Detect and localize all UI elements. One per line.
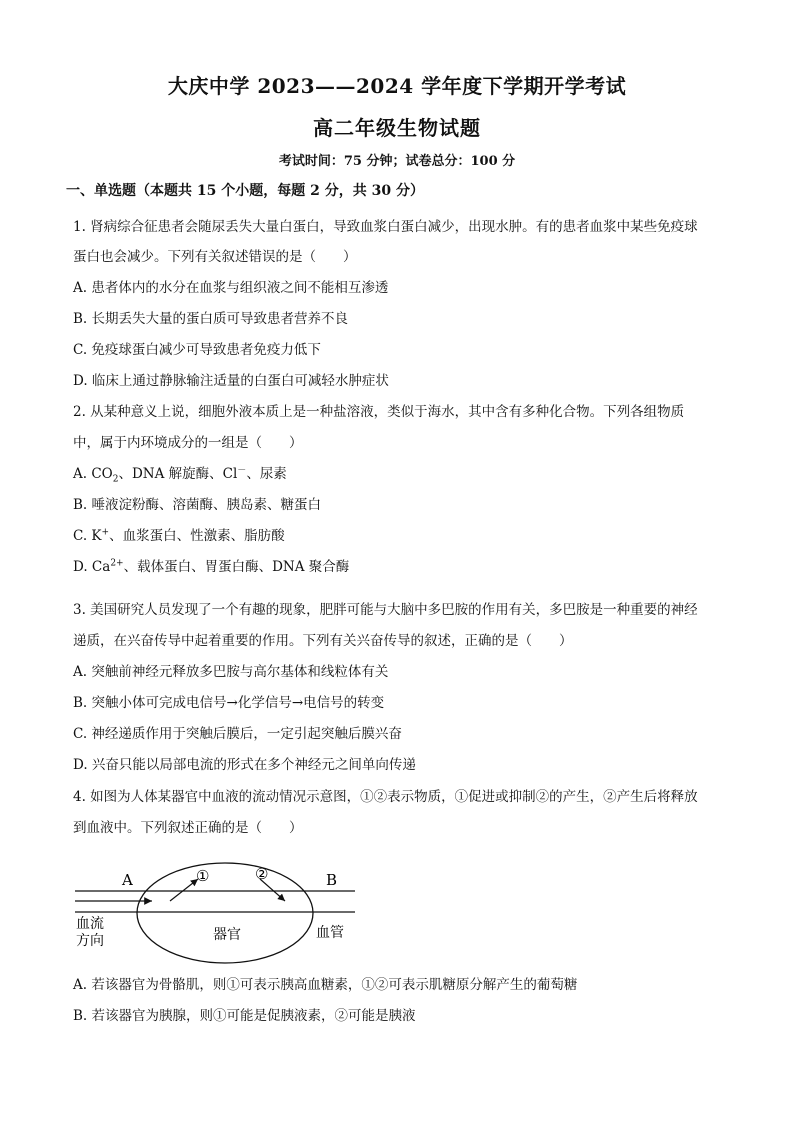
q2-option-c-pre: C. K (73, 528, 102, 544)
q2-option-a-pre: A. CO (73, 466, 113, 482)
q1-option-d: D. 临床上通过静脉输注适量的白蛋白可减轻水肿症状 (73, 373, 389, 389)
label-flow-line2: 方向 (76, 933, 104, 949)
q3-option-a: A. 突触前神经元释放多巴胺与高尔基体和线粒体有关 (73, 664, 389, 680)
q2-option-a-post: 、尿素 (246, 466, 287, 482)
q2-stem-line2: 中，属于内环境成分的一组是（ ） (73, 435, 303, 451)
q1-option-c: C. 免疫球蛋白减少可导致患者免疫力低下 (73, 342, 321, 358)
q2-option-d-sup: 2+ (110, 558, 124, 569)
q3-option-c: C. 神经递质作用于突触后膜后，一定引起突触后膜兴奋 (73, 726, 402, 742)
q1-option-a: A. 患者体内的水分在血浆与组织液之间不能相互渗透 (73, 280, 389, 296)
q3-option-b: B. 突触小体可完成电信号→化学信号→电信号的转变 (73, 695, 385, 711)
q2-option-d (73, 555, 753, 575)
q2-option-b: B. 唾液淀粉酶、溶菌酶、胰岛素、糖蛋白 (73, 497, 322, 513)
q1-stem-line2: 蛋白也会减少。下列有关叙述错误的是（ ） (73, 249, 357, 265)
label-a: A (122, 871, 133, 889)
q2-option-c-sup: + (101, 527, 110, 538)
label-substance-1: ① (196, 867, 210, 885)
q1-stem-line1: 1. 肾病综合征患者会随尿丢失大量白蛋白，导致血浆白蛋白减少，出现水肿。有的患者血浆中某些免疫球 (73, 219, 698, 235)
q4-stem-line2: 到血液中。下列叙述正确的是（ ） (73, 820, 303, 836)
q4-option-a: A. 若该器官为骨骼肌，则①可表示胰高血糖素，①②可表示肌糖原分解产生的葡萄糖 (73, 977, 578, 993)
q2-option-a (73, 462, 753, 485)
q2-stem-line1: 2. 从某种意义上说，细胞外液本质上是一种盐溶液，类似于海水，其中含有多种化合物。下列各组物质 (73, 404, 685, 420)
q2-option-a-sub: 2 (112, 474, 119, 485)
label-substance-2: ② (255, 865, 269, 883)
q4-stem-line1: 4. 如图为人体某器官中血液的流动情况示意图，①②表示物质，①促进或抑制②的产生，②产生后将释放 (73, 789, 698, 805)
q3-option-d: D. 兴奋只能以局部电流的形式在多个神经元之间单向传递 (73, 757, 416, 773)
substance-1-arrow (170, 879, 198, 901)
q1-option-b: B. 长期丢失大量的蛋白质可导致患者营养不良 (73, 311, 349, 327)
label-flow-line1: 血流 (76, 916, 104, 932)
section-heading: 一、单选题（本题共 15 个小题，每题 2 分，共 30 分） (66, 183, 424, 199)
q3-stem-line2: 递质，在兴奋传导中起着重要的作用。下列有关兴奋传导的叙述，正确的是（ ） (73, 633, 573, 649)
q2-option-d-post: 、载体蛋白、胃蛋白酶、DNA 聚合酶 (123, 559, 350, 575)
label-organ: 器官 (213, 927, 241, 943)
exam-info: 考试时间：75 分钟；试卷总分：100 分 (278, 154, 516, 169)
exam-subtitle: 高二年级生物试题 (313, 116, 481, 140)
label-b: B (326, 871, 338, 889)
q2-option-c (73, 524, 753, 544)
exam-title: 大庆中学 2023——2024 学年度下学期开学考试 (167, 74, 627, 98)
label-vessel: 血管 (316, 925, 344, 941)
q3-stem-line1: 3. 美国研究人员发现了一个有趣的现象，肥胖可能与大脑中多巴胺的作用有关，多巴胺是一种重要的神经 (73, 602, 698, 618)
q4-option-b: B. 若该器官为胰腺，则①可能是促胰液素，②可能是胰液 (73, 1008, 416, 1024)
q2-option-c-post: 、血浆蛋白、性激素、脂肪酸 (109, 528, 285, 544)
q2-option-a-sup: － (237, 465, 247, 476)
organ-ellipse (137, 863, 313, 963)
blood-flow-diagram (70, 855, 370, 965)
q2-option-a-mid: 、DNA 解旋酶、Cl (118, 466, 238, 482)
q2-option-d-pre: D. Ca (73, 559, 111, 575)
